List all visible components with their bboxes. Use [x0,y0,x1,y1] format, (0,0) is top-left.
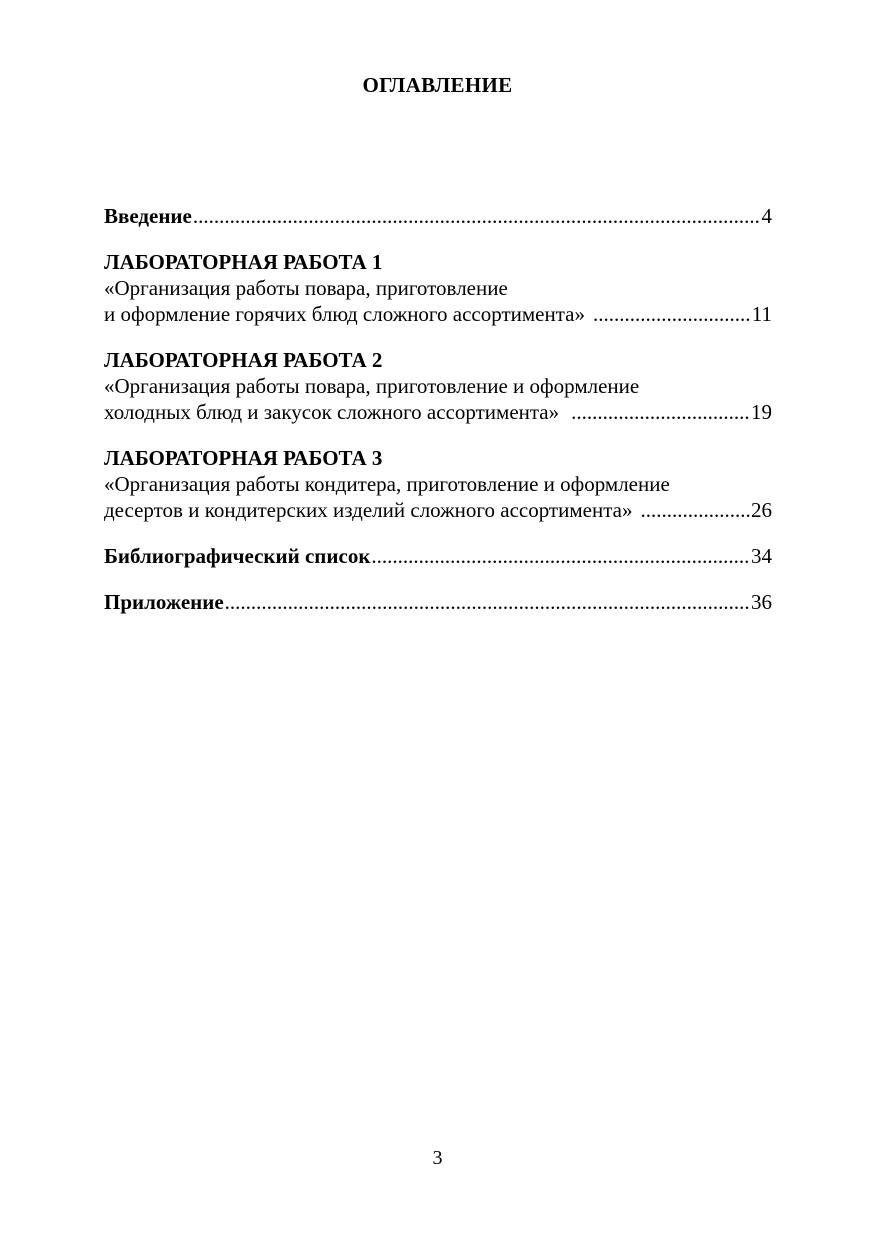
toc-entry-bibliography[interactable] [104,543,772,569]
table-of-contents [104,203,772,635]
dot-leader [640,497,750,523]
toc-entry-label: Библиографический список [104,544,371,568]
toc-entry-title-line: «Организация работы кондитера, приготовление и оформление [104,472,670,496]
toc-entry-heading: ЛАБОРАТОРНАЯ РАБОТА 3 [104,446,383,470]
toc-page-number: 26 [751,498,772,522]
toc-entry-lab1[interactable] [104,249,772,327]
toc-entry-label: Приложение [104,590,224,614]
dot-leader [571,399,750,425]
page-number: 3 [432,1147,443,1169]
toc-entry-heading: ЛАБОРАТОРНАЯ РАБОТА 1 [104,250,383,274]
toc-entry-lab3[interactable] [104,445,772,523]
toc-entry-title-line: и оформление горячих блюд сложного ассортимента» [104,302,585,326]
page-title: ОГЛАВЛЕНИЕ [362,73,513,97]
dot-leader [193,203,761,229]
toc-entry-title-line: «Организация работы повара, приготовление [104,276,508,300]
toc-entry-heading: ЛАБОРАТОРНАЯ РАБОТА 2 [104,348,383,372]
dot-leader [593,301,751,327]
toc-entry-title-line: холодных блюд и закусок сложного ассортимента» [104,400,560,424]
toc-page-number: 11 [751,302,772,326]
toc-entry-title-line: «Организация работы повара, приготовление и оформление [104,374,640,398]
toc-entry-label: Введение [104,204,192,228]
toc-page-number: 36 [751,590,772,614]
dot-leader [371,543,750,569]
toc-entry-intro[interactable] [104,203,772,229]
toc-entry-appendix[interactable] [104,589,772,615]
toc-page-number: 4 [761,204,772,228]
toc-page-number: 34 [751,544,772,568]
toc-page-number: 19 [751,400,772,424]
toc-entry-title-line: десертов и кондитерских изделий сложного ассортимента» [104,498,633,522]
dot-leader [225,589,750,615]
toc-entry-lab2[interactable] [104,347,772,425]
